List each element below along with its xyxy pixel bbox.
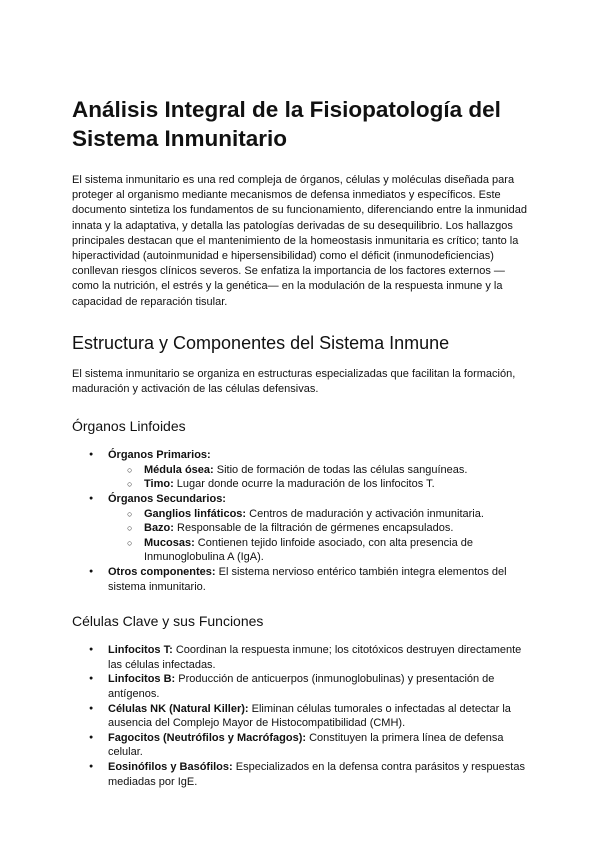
list-item [144, 507, 530, 522]
item-text: El sistema nervioso entérico también integra elementos del sistema inmunitario. [108, 565, 507, 593]
list-item [108, 760, 530, 789]
item-text: Sitio de formación de todas las células sanguíneas. [213, 463, 468, 476]
organos-list [72, 448, 530, 594]
term-label: Linfocitos B: [108, 673, 176, 686]
list-item [108, 672, 530, 701]
item-text: Coordinan la respuesta inmune; los citotóxicos destruyen directamente las células infectadas. [108, 644, 522, 671]
list-item-secundarios [108, 492, 530, 565]
item-text: Lugar donde ocurre la maduración de los linfocitos T. [173, 478, 435, 491]
item-text: Centros de maduración y activación inmunitaria. [246, 507, 484, 520]
sublist-primarios [108, 463, 530, 492]
item-text: Producción de anticuerpos (inmunoglobulinas) y presentación de antígenos. [108, 673, 495, 700]
item-text: Contienen tejido linfoide asociado, con alta presencia de Inmunoglobulina A (IgA). [144, 536, 473, 564]
term-label: Médula ósea: [144, 463, 214, 476]
subheading-celulas: Células Clave y sus Funciones [72, 613, 264, 630]
term-label: Otros componentes: [108, 565, 216, 578]
term-label: Timo: [144, 478, 174, 491]
list-item [108, 643, 530, 672]
page-title: Análisis Integral de la Fisiopatología del Sistema Inmunitario [72, 97, 501, 151]
section-paragraph-estructura: El sistema inmunitario se organiza en estructuras especializadas que facilitan la formación, maduración y activación de las células defensivas. [72, 367, 516, 396]
celulas-list [72, 643, 530, 789]
sublist-secundarios [108, 507, 530, 565]
list-item [108, 702, 530, 731]
term-label: Células NK (Natural Killer): [108, 702, 249, 715]
item-text: Responsable de la filtración de gérmenes encapsulados. [173, 522, 454, 535]
list-item [144, 477, 530, 492]
list-item [144, 536, 530, 565]
item-text: Eliminan células tumorales o infectadas al detectar la ausencia del Complejo Mayor de Histocompatibilidad (CMH). [108, 702, 511, 730]
section-heading-estructura: Estructura y Componentes del Sistema Inmune [72, 332, 450, 353]
term-label: Fagocitos (Neutrófilos y Macrófagos): [108, 731, 307, 744]
term-label: Mucosas: [144, 536, 195, 549]
term-label: Órganos Primarios: [108, 449, 211, 462]
term-label: Bazo: [144, 522, 174, 535]
intro-paragraph: El sistema inmunitario es una red compleja de órganos, células y moléculas diseñada para proteger al organismo mediante mecanismos de defensa inmediatos y específicos. Este documento sintetiza los fundamentos de su funcionamiento, diferenciando entre la inmunidad innata y la adaptativa, y detalla las patologías derivadas de su desequilibrio. Los hallazgos principales destacan que el mantenimiento de la homeostasis inmunitaria es crítico; tanto la hiperactividad (autoinmunidad e hipersensibilidad) como el déficit (inmunodeficiencias) conllevan riesgos clínicos severos. Se enfatiza la importancia de los factores externos —como la nutrición, el estrés y la genética— en la modulación de la respuesta inmune y la capacidad de reparación tisular. [72, 174, 527, 308]
subheading-organos: Órganos Linfoides [72, 418, 186, 435]
list-item [108, 731, 530, 760]
list-item [144, 463, 530, 478]
term-label: Linfocitos T: [108, 644, 173, 657]
term-label: Ganglios linfáticos: [144, 507, 247, 520]
term-label: Órganos Secundarios: [108, 493, 226, 506]
list-item-primarios [108, 448, 530, 492]
item-text: Especializados en la defensa contra parásitos y respuestas mediadas por IgE. [108, 760, 525, 788]
list-item [144, 521, 530, 536]
list-item-otros [108, 565, 530, 594]
item-text: Constituyen la primera línea de defensa celular. [108, 731, 504, 759]
term-label: Eosinófilos y Basófilos: [108, 760, 233, 773]
